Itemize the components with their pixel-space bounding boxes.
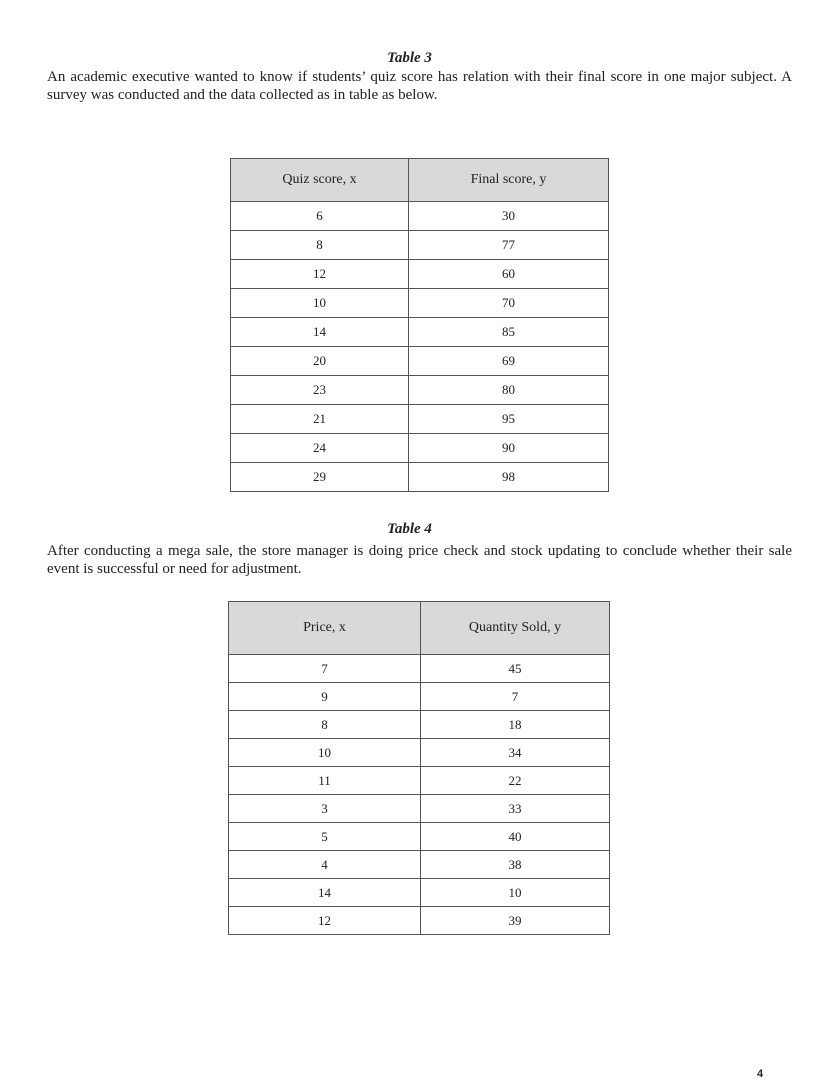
table4-description: After conducting a mega sale, the store manager is doing price check and stock updating to conclude whether their sale event is successful or need for adjustment. bbox=[47, 543, 792, 577]
table3-cell-y: 85 bbox=[409, 318, 609, 347]
table4-header-row bbox=[229, 602, 610, 655]
table-row bbox=[231, 289, 609, 318]
page-number: 4 bbox=[757, 1068, 764, 1080]
table3-cell-x: 24 bbox=[231, 434, 409, 463]
table-row bbox=[231, 318, 609, 347]
table3-header-row bbox=[231, 159, 609, 202]
table3-cell-x: 29 bbox=[231, 463, 409, 492]
table4-cell-x: 4 bbox=[229, 851, 421, 879]
table4-cell-x: 10 bbox=[229, 739, 421, 767]
table-row bbox=[231, 260, 609, 289]
table3-caption: Table 3 bbox=[387, 50, 432, 66]
table-row bbox=[231, 405, 609, 434]
table3-cell-x: 10 bbox=[231, 289, 409, 318]
table4-cell-y: 40 bbox=[421, 823, 610, 851]
table-row bbox=[231, 347, 609, 376]
table-row bbox=[229, 655, 610, 683]
table-row bbox=[229, 711, 610, 739]
table4-header-x: Price, x bbox=[229, 602, 421, 655]
table-row bbox=[231, 376, 609, 405]
table4-cell-y: 45 bbox=[421, 655, 610, 683]
table3-cell-y: 69 bbox=[409, 347, 609, 376]
table4-header-y: Quantity Sold, y bbox=[421, 602, 610, 655]
table-row bbox=[231, 463, 609, 492]
table4-cell-x: 7 bbox=[229, 655, 421, 683]
table-row bbox=[231, 434, 609, 463]
table4-cell-y: 33 bbox=[421, 795, 610, 823]
table3-cell-y: 80 bbox=[409, 376, 609, 405]
table4-cell-x: 8 bbox=[229, 711, 421, 739]
table-row bbox=[229, 739, 610, 767]
table4-cell-y: 18 bbox=[421, 711, 610, 739]
table3-cell-x: 12 bbox=[231, 260, 409, 289]
table-row bbox=[229, 879, 610, 907]
table3-cell-x: 23 bbox=[231, 376, 409, 405]
table3-cell-x: 8 bbox=[231, 231, 409, 260]
table-row bbox=[229, 907, 610, 935]
table4-cell-x: 3 bbox=[229, 795, 421, 823]
table3-cell-y: 95 bbox=[409, 405, 609, 434]
table4-cell-y: 22 bbox=[421, 767, 610, 795]
table3-description: An academic executive wanted to know if students’ quiz score has relation with their final score in one major subject. A survey was conducted and the data collected as in table as below. bbox=[47, 69, 792, 103]
table-row bbox=[229, 795, 610, 823]
table3-cell-y: 30 bbox=[409, 202, 609, 231]
table-row bbox=[229, 823, 610, 851]
table4-cell-x: 5 bbox=[229, 823, 421, 851]
table-row bbox=[229, 767, 610, 795]
table3-header-y: Final score, y bbox=[409, 159, 609, 202]
table4-cell-x: 14 bbox=[229, 879, 421, 907]
table4-cell-x: 12 bbox=[229, 907, 421, 935]
table3-cell-y: 60 bbox=[409, 260, 609, 289]
table4-cell-x: 11 bbox=[229, 767, 421, 795]
table4-cell-x: 9 bbox=[229, 683, 421, 711]
table-row bbox=[231, 231, 609, 260]
table4-cell-y: 39 bbox=[421, 907, 610, 935]
table-row bbox=[231, 202, 609, 231]
table3-cell-x: 14 bbox=[231, 318, 409, 347]
table3 bbox=[230, 158, 609, 492]
table4-cell-y: 38 bbox=[421, 851, 610, 879]
table3-cell-y: 98 bbox=[409, 463, 609, 492]
table3-cell-x: 21 bbox=[231, 405, 409, 434]
table4-cell-y: 34 bbox=[421, 739, 610, 767]
table4-cell-y: 7 bbox=[421, 683, 610, 711]
table3-cell-y: 90 bbox=[409, 434, 609, 463]
table-row bbox=[229, 851, 610, 879]
table4-caption: Table 4 bbox=[387, 521, 432, 537]
table3-header-x: Quiz score, x bbox=[231, 159, 409, 202]
table3-cell-y: 77 bbox=[409, 231, 609, 260]
table-row bbox=[229, 683, 610, 711]
table4-cell-y: 10 bbox=[421, 879, 610, 907]
table4 bbox=[228, 601, 610, 935]
table3-cell-x: 6 bbox=[231, 202, 409, 231]
table3-cell-x: 20 bbox=[231, 347, 409, 376]
table3-cell-y: 70 bbox=[409, 289, 609, 318]
